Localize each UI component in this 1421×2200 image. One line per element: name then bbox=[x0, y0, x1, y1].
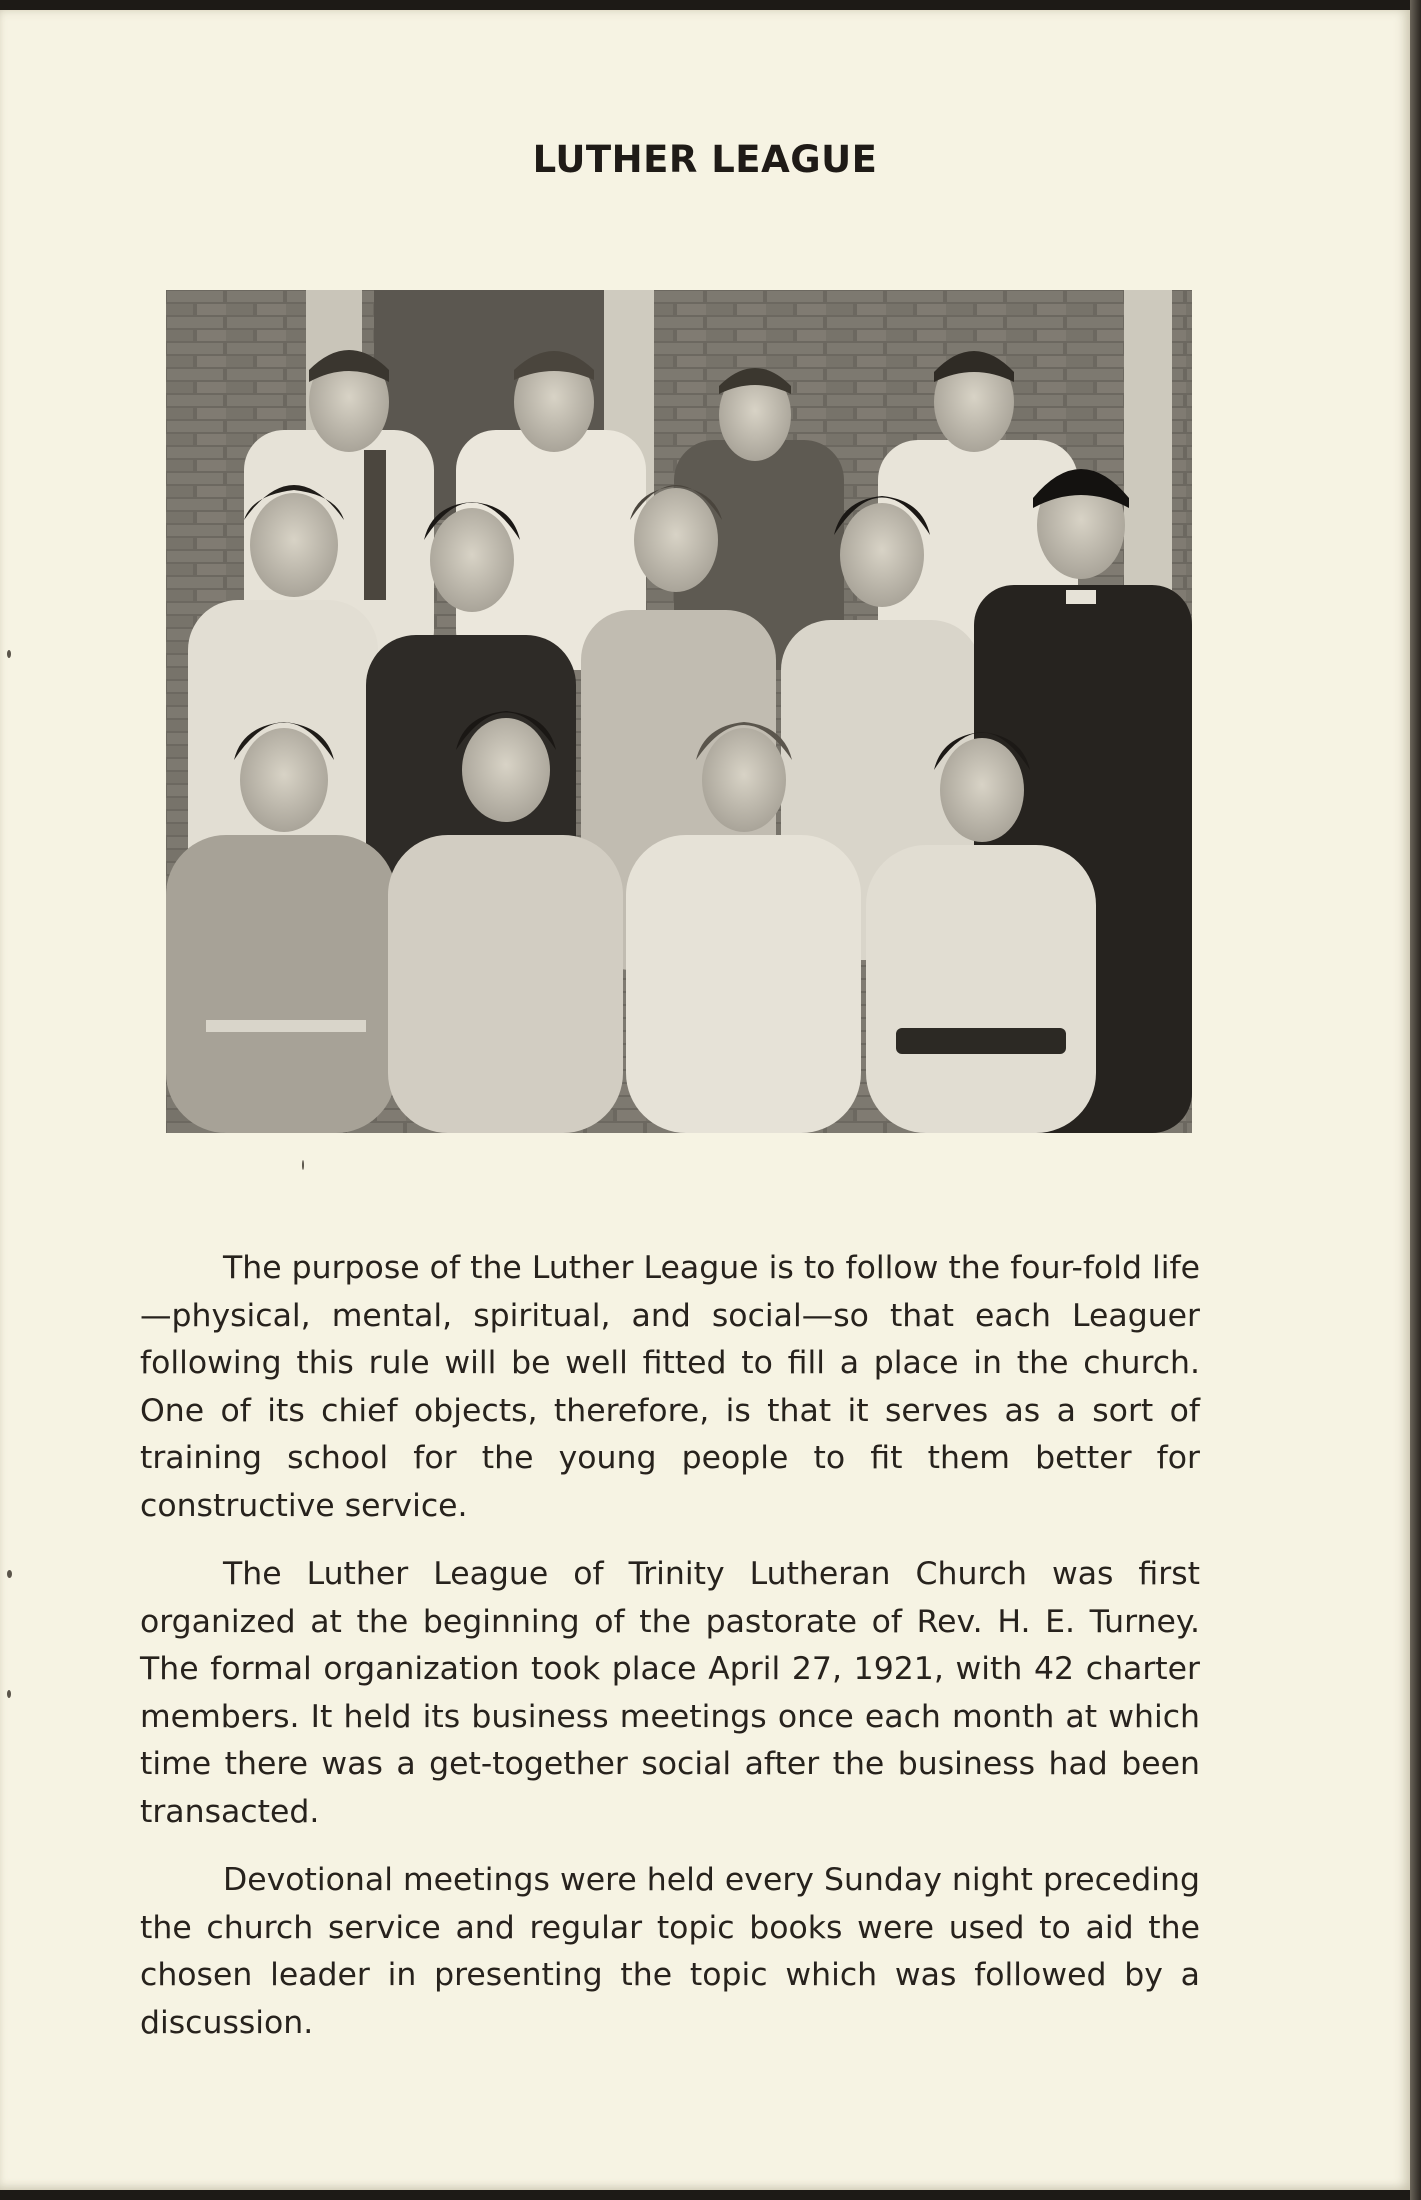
group-photograph bbox=[166, 290, 1192, 1133]
paragraph-history: The Luther League of Trinity Lutheran Church was first organized at the beginning of the pastorate of Rev. H. E. Turney. The formal organization took place April 27, 1921, with 42 charter members. It held its business meetings once each month at which time there was a get-together social after the business had been transacted. bbox=[140, 1556, 1200, 1830]
page-title: LUTHER LEAGUE bbox=[532, 138, 878, 181]
paragraph-purpose: The purpose of the Luther League is to follow the four-fold life—physical, mental, spiritual, and social—so that each Leaguer following this rule will be well fitted to fill a place in the church. One of its chief objects, therefore, is that it serves as a sort of training school for the young people to fit them better for constructive service. bbox=[140, 1250, 1200, 1524]
document-page bbox=[0, 10, 1410, 2190]
page-edge bbox=[1410, 0, 1421, 2200]
body-text bbox=[140, 1245, 1200, 2068]
group-photo-image bbox=[166, 290, 1192, 1133]
paragraph-devotional: Devotional meetings were held every Sunday night preceding the church service and regular topic books were used to aid the chosen leader in presenting the topic which was followed by a discussion. bbox=[140, 1862, 1200, 2041]
